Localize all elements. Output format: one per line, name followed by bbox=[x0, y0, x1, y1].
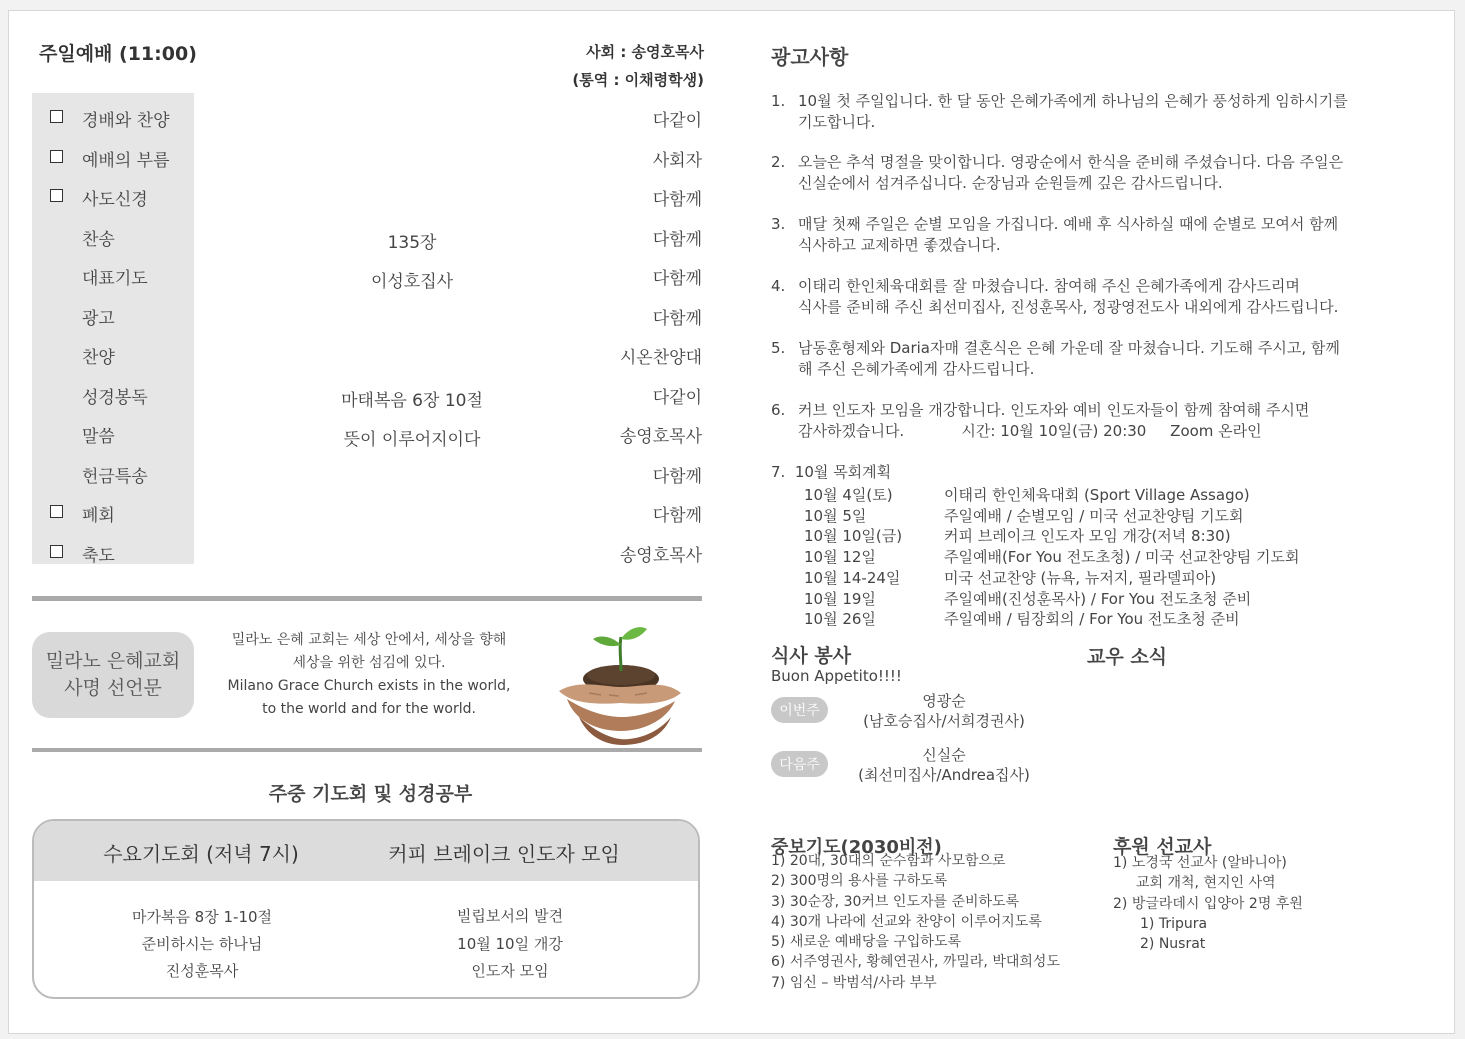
plan-date: 10월 4일(토) bbox=[804, 486, 893, 504]
plan-event: 주일예배(For You 전도초청) / 미국 선교찬양팀 기도회 bbox=[944, 548, 1300, 567]
this-week-meal bbox=[814, 691, 1074, 731]
order-item: 찬양 bbox=[82, 348, 115, 368]
order-row bbox=[32, 214, 704, 253]
announcement-item bbox=[771, 152, 1451, 194]
announcement-line: 감사하겠습니다. 시간: 10월 10일(금) 20:30 Zoom 온라인 bbox=[798, 422, 1262, 440]
order-item: 예배의 부름 bbox=[82, 150, 170, 171]
meal-title: 식사 봉사 bbox=[771, 645, 852, 667]
coffee-break-line: 빌립보서의 발견 bbox=[456, 907, 564, 925]
order-row bbox=[32, 253, 704, 292]
order-item: 찬송 bbox=[82, 229, 115, 250]
mission-text-line: Milano Grace Church exists in the world, bbox=[227, 678, 511, 694]
order-who: 다함께 bbox=[652, 229, 702, 250]
announcement-item bbox=[771, 214, 1451, 256]
announcement-line: 기도합니다. bbox=[798, 113, 876, 131]
announcement-num: 3. bbox=[771, 215, 786, 233]
missionaries-list bbox=[1113, 853, 1303, 954]
order-row bbox=[32, 451, 704, 490]
announcements-title: 광고사항 bbox=[771, 45, 849, 69]
plan-date: 10월 5일 bbox=[804, 506, 867, 525]
intercession-item: 7) 임신 – 박범석/사라 부부 bbox=[771, 974, 937, 991]
order-who: 송영호목사 bbox=[619, 545, 702, 566]
order-row bbox=[32, 174, 704, 213]
worship-title: 주일예배 (11:00) bbox=[39, 43, 197, 65]
news-title: 교우 소식 bbox=[1087, 646, 1168, 668]
order-who: 송영호목사 bbox=[619, 427, 702, 447]
coffee-break-heading: 커피 브레이크 인도자 모임 bbox=[388, 842, 620, 866]
missionary-item: 1) Tripura bbox=[1140, 915, 1208, 932]
coffee-break-line: 10월 10일 개강 bbox=[457, 935, 563, 953]
mission-text-line: to the world and for the world. bbox=[262, 701, 476, 717]
order-item: 말씀 bbox=[82, 427, 115, 447]
order-who: 사회자 bbox=[652, 150, 702, 171]
bulletin-page bbox=[8, 10, 1455, 1034]
missionary-item: 1) 노경국 선교사 (알바니아) bbox=[1113, 855, 1287, 871]
weekly-prayer-header bbox=[34, 821, 698, 881]
order-detail: 뜻이 이루어지이다 bbox=[343, 430, 481, 450]
announcement-line: 10월 첫 주일입니다. 한 달 동안 은혜가족에게 하나님의 은혜가 풍성하게 임하시기를 bbox=[798, 92, 1348, 110]
order-item: 축도 bbox=[82, 545, 115, 566]
order-who: 다같이 bbox=[652, 111, 702, 131]
announcement-line: 해 주신 은혜가족에게 감사드립니다. bbox=[798, 360, 1035, 378]
order-row bbox=[32, 411, 704, 450]
meal-names: (남호승집사/서희경권사) bbox=[863, 712, 1025, 730]
order-item: 대표기도 bbox=[82, 269, 148, 289]
order-item: 광고 bbox=[82, 308, 115, 329]
weekly-prayer-box bbox=[32, 819, 700, 999]
plan-event: 이태리 한인체육대회 (Sport Village Assago) bbox=[944, 486, 1250, 504]
order-who: 다함께 bbox=[652, 308, 702, 329]
order-item: 헌금특송 bbox=[82, 466, 148, 487]
announcement-num: 1. bbox=[771, 92, 786, 110]
plan-event: 커피 브레이크 인도자 모임 개강(저녁 8:30) bbox=[944, 527, 1231, 546]
next-week-badge: 다음주 bbox=[771, 751, 828, 777]
checkbox-icon bbox=[50, 150, 63, 163]
order-row bbox=[32, 332, 704, 371]
order-who: 다함께 bbox=[652, 466, 702, 487]
order-who: 다함께 bbox=[652, 506, 702, 526]
divider bbox=[32, 748, 702, 752]
checkbox-icon bbox=[50, 189, 63, 202]
worship-host: 사회 : 송영호목사 bbox=[586, 43, 704, 61]
order-who: 다함께 bbox=[652, 269, 702, 289]
order-row bbox=[32, 135, 704, 174]
plan-event: 미국 선교찬양 (뉴욕, 뉴저지, 필라델피아) bbox=[944, 568, 1217, 587]
order-who: 시온찬양대 bbox=[619, 348, 702, 368]
announcement-num: 2. bbox=[771, 153, 786, 171]
order-row bbox=[32, 530, 704, 569]
plan-date: 10월 10일(금) bbox=[804, 527, 903, 546]
announcement-line: 이태리 한인체육대회를 잘 마쳤습니다. 참여해 주신 은혜가족에게 감사드리며 bbox=[798, 277, 1300, 295]
intercession-list bbox=[771, 851, 1060, 993]
intercession-item: 3) 30순장, 30커브 인도자를 준비하도록 bbox=[771, 893, 1020, 910]
plan-event: 주일예배(진성훈목사) / For You 전도초청 준비 bbox=[944, 589, 1252, 608]
meal-group: 신실순 bbox=[922, 746, 966, 764]
missionary-item: 2) Nusrat bbox=[1140, 936, 1206, 953]
announcement-item bbox=[771, 276, 1451, 318]
order-row bbox=[32, 95, 704, 134]
order-item: 성경봉독 bbox=[82, 387, 148, 408]
plan-date: 10월 14-24일 bbox=[804, 568, 901, 587]
meal-group: 영광순 bbox=[922, 692, 966, 710]
intercession-item: 6) 서주영권사, 황혜연권사, 까밀라, 박대희성도 bbox=[771, 954, 1060, 971]
meal-subtitle: Buon Appetito!!!! bbox=[771, 667, 902, 685]
wednesday-line: 마가복음 8장 1-10절 bbox=[131, 908, 273, 926]
mission-statement bbox=[204, 629, 534, 721]
intercession-item: 2) 300명의 용사를 구하도록 bbox=[771, 873, 948, 890]
missionaries-title: 후원 선교사 bbox=[1113, 836, 1212, 858]
intercession-item: 4) 30개 나라에 선교와 찬양이 이루어지도록 bbox=[771, 913, 1042, 930]
order-row bbox=[32, 372, 704, 411]
weekly-prayer-title: 주중 기도회 및 성경공부 bbox=[268, 783, 473, 805]
divider bbox=[32, 596, 702, 601]
announcement-item bbox=[771, 91, 1451, 133]
mission-label-line1: 밀라노 은혜교회 bbox=[45, 650, 181, 673]
intercession-title: 중보기도(2030비전) bbox=[771, 837, 942, 858]
order-row bbox=[32, 490, 704, 529]
announcement-line: 매달 첫째 주일은 순별 모임을 가집니다. 예배 후 식사하실 때에 순별로 모여서 함께 bbox=[798, 215, 1339, 233]
order-who: 다같이 bbox=[652, 387, 702, 408]
announcement-num: 6. bbox=[771, 401, 786, 419]
mission-label-line2: 사명 선언문 bbox=[64, 677, 162, 699]
announcement-line: 남동훈형제와 Daria자매 결혼식은 은혜 가운데 잘 마쳤습니다. 기도해 주시고, 함께 bbox=[798, 339, 1340, 357]
plan-title: 7. 10월 목회계획 bbox=[771, 463, 892, 481]
missionary-item: 교회 개척, 현지인 사역 bbox=[1136, 875, 1276, 892]
wednesday-line: 진성훈목사 bbox=[165, 962, 239, 980]
announcement-line: 커브 인도자 모임을 개강합니다. 인도자와 예비 인도자들이 함께 참여해 주시면 bbox=[798, 401, 1310, 419]
hands-sprout-image bbox=[549, 621, 689, 746]
announcement-line: 신실순에서 섬겨주십니다. 순장님과 순원들께 깊은 감사드립니다. bbox=[798, 174, 1223, 192]
checkbox-icon bbox=[50, 505, 63, 518]
announcement-line: 식사하고 교제하면 좋겠습니다. bbox=[798, 236, 1001, 254]
intercession-item: 1) 20대, 30대의 순수함과 사모함으로 bbox=[771, 853, 1006, 869]
announcement-item bbox=[771, 400, 1451, 442]
next-week-meal bbox=[814, 745, 1074, 785]
order-detail: 마태복음 6장 10절 bbox=[341, 390, 483, 411]
order-who: 다함께 bbox=[652, 190, 702, 210]
announcement-item bbox=[771, 338, 1451, 380]
plan-date: 10월 26일 bbox=[804, 610, 876, 629]
announcement-line: 오늘은 추석 명절을 맞이합니다. 영광순에서 한식을 준비해 주셨습니다. 다음 주일은 bbox=[798, 153, 1344, 171]
announcement-line: 식사를 준비해 주신 최선미집사, 진성훈목사, 정광영전도사 내외에게 감사드립니다. bbox=[798, 298, 1339, 316]
announcement-num: 5. bbox=[771, 339, 786, 357]
plan-date: 10월 12일 bbox=[804, 548, 876, 567]
meal-names: (최선미집사/Andrea집사) bbox=[858, 766, 1030, 784]
mission-text-line: 세상을 위한 섬김에 있다. bbox=[292, 655, 446, 671]
plan-event: 주일예배 / 순별모임 / 미국 선교찬양팀 기도회 bbox=[944, 506, 1244, 525]
checkbox-icon bbox=[50, 110, 63, 123]
plan-event: 주일예배 / 팀장회의 / For You 전도초청 준비 bbox=[944, 610, 1240, 629]
intercession-item: 5) 새로운 예배당을 구입하도록 bbox=[771, 934, 962, 951]
order-row bbox=[32, 293, 704, 332]
order-item: 경배와 찬양 bbox=[82, 111, 170, 131]
order-item: 사도신경 bbox=[82, 190, 148, 210]
checkbox-icon bbox=[50, 545, 63, 558]
missionary-item: 2) 방글라데시 입양아 2명 후원 bbox=[1113, 895, 1303, 912]
this-week-badge: 이번주 bbox=[771, 697, 828, 723]
worship-interpreter: (통역 : 이채령학생) bbox=[572, 71, 704, 89]
announcement-num: 4. bbox=[771, 277, 786, 295]
wednesday-prayer-heading: 수요기도회 (저녁 7시) bbox=[103, 842, 299, 866]
mission-text-line: 밀라노 은혜 교회는 세상 안에서, 세상을 향해 bbox=[231, 632, 507, 648]
order-item: 폐회 bbox=[82, 506, 115, 526]
coffee-break-line: 인도자 모임 bbox=[471, 962, 549, 980]
order-detail: 135장 bbox=[387, 232, 437, 253]
wednesday-line: 준비하시는 하나님 bbox=[141, 935, 263, 953]
mission-label bbox=[32, 632, 194, 718]
plan-date: 10월 19일 bbox=[804, 589, 876, 608]
order-detail: 이성호집사 bbox=[370, 272, 454, 292]
